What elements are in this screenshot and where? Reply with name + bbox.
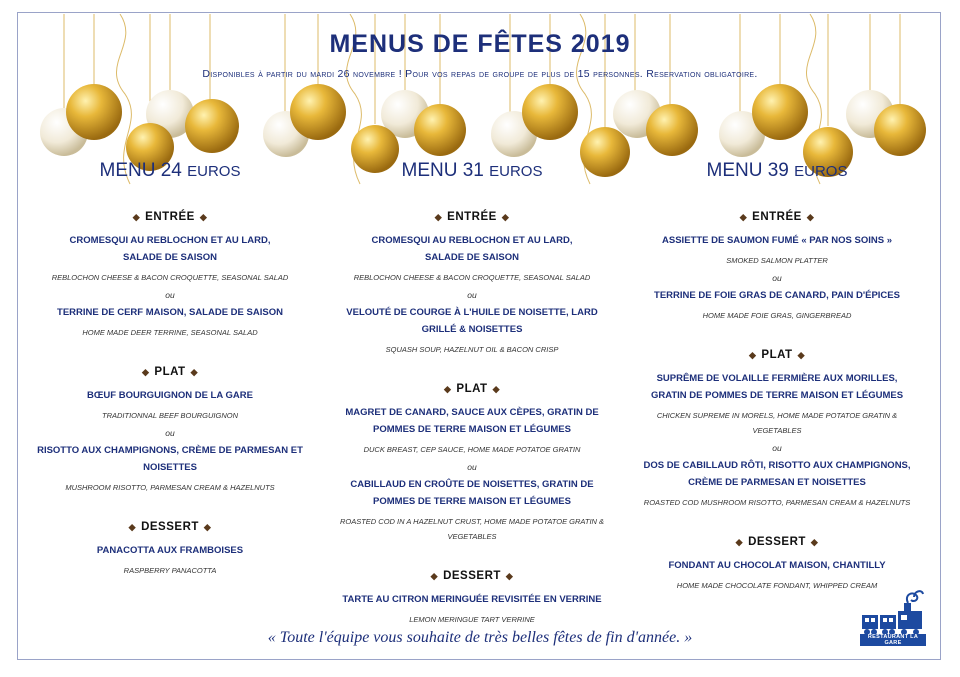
or-separator: ou: [772, 443, 782, 453]
menu-title: [322, 160, 622, 183]
dish-name: SUPRÊME DE VOLAILLE FERMIÈRE AUX MORILLES, GRATIN DE POMMES DE TERRE MAISON ET LÉGUMES: [650, 373, 904, 401]
menu-price: MENU 24: [99, 160, 182, 181]
dish-name: MAGRET DE CANARD, SAUCE AUX CÈPES, GRATIN DE POMMES DE TERRE MAISON ET LÉGUMES: [345, 407, 599, 435]
or-separator: ou: [467, 462, 477, 472]
or-separator: ou: [467, 290, 477, 300]
diamond-icon: ◆: [735, 537, 744, 547]
dish-name: SALADE DE SAISON: [123, 252, 217, 263]
dish-translation: SMOKED SALMON PLATTER: [726, 256, 828, 265]
diamond-icon: ◆: [501, 212, 510, 222]
diamond-icon: ◆: [128, 522, 137, 532]
dish-name: TARTE AU CITRON MERINGUÉE REVISITÉE EN VERRINE: [342, 594, 602, 605]
diamond-icon: ◆: [806, 212, 815, 222]
menu-title: [627, 160, 927, 183]
section-heading-entree: ◆ ENTRÉE ◆: [132, 211, 208, 223]
or-separator: ou: [165, 290, 175, 300]
dish-translation: CHICKEN SUPREME IN MORELS, HOME MADE POTATOE GRATIN & VEGETABLES: [656, 411, 898, 435]
dish-translation: LEMON MERINGUE TART VERRINE: [409, 615, 535, 624]
dish-name: FONDANT AU CHOCOLAT MAISON, CHANTILLY: [668, 560, 886, 571]
diamond-icon: ◆: [434, 212, 443, 222]
diamond-icon: ◆: [505, 571, 514, 581]
menu-currency: EUROS: [489, 163, 543, 180]
dish-translation: ROASTED COD MUSHROOM RISOTTO, PARMESAN CREAM & HAZELNUTS: [643, 498, 911, 507]
diamond-icon: ◆: [203, 522, 212, 532]
dish-name: PANACOTTA AUX FRAMBOISES: [96, 545, 244, 556]
or-separator: ou: [165, 428, 175, 438]
restaurant-logo-text: RESTAURANT LA GARE: [860, 634, 926, 646]
dish-translation: ROASTED COD IN A HAZELNUT CRUST, HOME MADE POTATOE GRATIN & VEGETABLES: [339, 517, 605, 541]
section-heading-plat: ◆ PLAT ◆: [141, 366, 198, 378]
diamond-icon: ◆: [443, 384, 452, 394]
dish-translation: DUCK BREAST, CEP SAUCE, HOME MADE POTATOE GRATIN: [363, 445, 581, 454]
section-heading-dessert: ◆ DESSERT ◆: [430, 570, 514, 582]
menu-column-39: [627, 160, 927, 593]
dish-name: TERRINE DE FOIE GRAS DE CANARD, PAIN D'ÉPICES: [654, 290, 900, 301]
diamond-icon: ◆: [810, 537, 819, 547]
dish-translation: MUSHROOM RISOTTO, PARMESAN CREAM & HAZELNUTS: [65, 483, 275, 492]
dish-name: RISOTTO AUX CHAMPIGNONS, CRÈME DE PARMESAN ET NOISETTES: [37, 445, 303, 473]
dish-name: BŒUF BOURGUIGNON DE LA GARE: [87, 390, 253, 401]
diamond-icon: ◆: [199, 212, 208, 222]
section-heading-plat: ◆ PLAT ◆: [748, 349, 805, 361]
diamond-icon: ◆: [430, 571, 439, 581]
menu-column-31: [322, 160, 622, 627]
menu-title: [20, 160, 320, 183]
diamond-icon: ◆: [132, 212, 141, 222]
dish-translation: REBLOCHON CHEESE & BACON CROQUETTE, SEASONAL SALAD: [353, 273, 591, 282]
dish-translation: SQUASH SOUP, HAZELNUT OIL & BACON CRISP: [385, 345, 559, 354]
diamond-icon: ◆: [748, 350, 757, 360]
dish-name: DOS DE CABILLAUD RÔTI, RISOTTO AUX CHAMPIGNONS, CRÈME DE PARMESAN ET NOISETTES: [643, 460, 911, 488]
section-heading-entree: ◆ ENTRÉE ◆: [739, 211, 815, 223]
menu-price: MENU 31: [401, 160, 484, 181]
dish-name: CROMESQUI AU REBLOCHON ET AU LARD,: [69, 235, 271, 246]
or-separator: ou: [772, 273, 782, 283]
menu-price: MENU 39: [706, 160, 789, 181]
dish-name: CABILLAUD EN CROÛTE DE NOISETTES, GRATIN DE POMMES DE TERRE MAISON ET LÉGUMES: [350, 479, 594, 507]
section-heading-entree: ◆ ENTRÉE ◆: [434, 211, 510, 223]
page-subtitle: Disponibles à partir du mardi 26 novembre ! Pour vos repas de groupe de plus de 15 personnes. Reservation obligatoire.: [202, 68, 758, 80]
dish-name: TERRINE DE CERF MAISON, SALADE DE SAISON: [57, 307, 283, 318]
menu-column-24: [20, 160, 320, 578]
section-heading-dessert: ◆ DESSERT ◆: [128, 521, 212, 533]
dish-name: VELOUTÉ DE COURGE À L'HUILE DE NOISETTE, LARD GRILLÉ & NOISETTES: [346, 307, 598, 335]
diamond-icon: ◆: [190, 367, 198, 377]
dish-name: ASSIETTE DE SAUMON FUMÉ « PAR NOS SOINS »: [662, 235, 892, 246]
dish-name: SALADE DE SAISON: [425, 252, 519, 263]
section-heading-plat: ◆ PLAT ◆: [443, 383, 500, 395]
diamond-icon: ◆: [141, 367, 150, 377]
diamond-icon: ◆: [797, 350, 805, 360]
page-title: MENUS DE FÊTES 2019: [329, 30, 631, 58]
diamond-icon: ◆: [739, 212, 748, 222]
dish-translation: REBLOCHON CHEESE & BACON CROQUETTE, SEASONAL SALAD: [51, 273, 289, 282]
menu-currency: EUROS: [187, 163, 241, 180]
section-heading-dessert: ◆ DESSERT ◆: [735, 536, 819, 548]
footer-wishes: « Toute l'équipe vous souhaite de très belles fêtes de fin d'année. »: [267, 629, 693, 646]
dish-translation: TRADITIONNAL BEEF BOURGUIGNON: [102, 411, 238, 420]
dish-translation: HOME MADE DEER TERRINE, SEASONAL SALAD: [82, 328, 258, 337]
dish-translation: HOME MADE FOIE GRAS, GINGERBREAD: [702, 311, 852, 320]
diamond-icon: ◆: [492, 384, 500, 394]
dish-translation: RASPBERRY PANACOTTA: [123, 566, 217, 575]
dish-name: CROMESQUI AU REBLOCHON ET AU LARD,: [371, 235, 573, 246]
menu-currency: EUROS: [794, 163, 848, 180]
dish-translation: HOME MADE CHOCOLATE FONDANT, WHIPPED CREAM: [676, 581, 878, 590]
